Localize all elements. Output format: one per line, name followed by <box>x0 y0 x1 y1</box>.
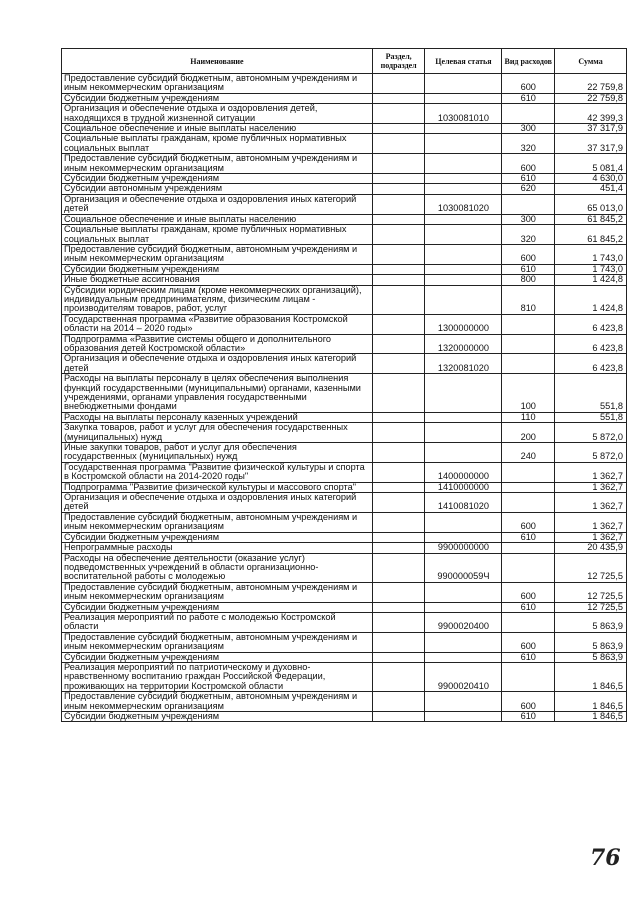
cell-name: Организация и обеспечение отдыха и оздоровления иных категорий детей <box>62 194 373 214</box>
cell-article <box>425 124 502 134</box>
table-row <box>62 174 627 184</box>
cell-sum: 551,8 <box>555 412 627 422</box>
cell-article <box>425 602 502 612</box>
cell-name: Предоставление субсидий бюджетным, автономным учреждениям и иным некоммерческим организациям <box>62 692 373 712</box>
cell-kind: 320 <box>502 225 555 245</box>
cell-article <box>425 582 502 602</box>
cell-name: Иные бюджетные ассигнования <box>62 275 373 285</box>
cell-sum: 61 845,2 <box>555 225 627 245</box>
cell-name: Расходы на выплаты персоналу казенных учреждений <box>62 412 373 422</box>
cell-name: Организация и обеспечение отдыха и оздоровления детей, находящихся в трудной жизненной ситуации <box>62 104 373 124</box>
cell-name: Субсидии бюджетным учреждениям <box>62 93 373 103</box>
cell-section <box>372 314 425 334</box>
table-row <box>62 512 627 532</box>
cell-sum: 1 362,7 <box>555 512 627 532</box>
header-kind: Вид расходов <box>502 49 555 74</box>
cell-sum: 1 846,5 <box>555 662 627 691</box>
cell-article <box>425 412 502 422</box>
cell-name: Государственная программа "Развитие физической культуры и спорта в Костромской области на 2014-2020 годы" <box>62 462 373 482</box>
cell-kind <box>502 462 555 482</box>
cell-sum: 1 846,5 <box>555 692 627 712</box>
cell-section <box>372 482 425 492</box>
table-body <box>62 74 627 722</box>
cell-name: Субсидии бюджетным учреждениям <box>62 712 373 722</box>
cell-sum: 1 362,7 <box>555 532 627 542</box>
cell-kind: 600 <box>502 74 555 94</box>
cell-article: 1410081020 <box>425 493 502 513</box>
cell-section <box>372 612 425 632</box>
cell-section <box>372 104 425 124</box>
cell-section <box>372 543 425 553</box>
cell-kind: 100 <box>502 374 555 413</box>
cell-section <box>372 244 425 264</box>
cell-sum: 6 423,8 <box>555 334 627 354</box>
table-row <box>62 74 627 94</box>
cell-article <box>425 244 502 264</box>
cell-article <box>425 264 502 274</box>
cell-kind: 600 <box>502 632 555 652</box>
cell-kind: 600 <box>502 154 555 174</box>
cell-name: Предоставление субсидий бюджетным, автономным учреждениям и иным некоммерческим организациям <box>62 582 373 602</box>
cell-kind: 620 <box>502 184 555 194</box>
cell-kind <box>502 194 555 214</box>
cell-sum: 22 759,8 <box>555 93 627 103</box>
cell-sum: 1 424,8 <box>555 275 627 285</box>
cell-section <box>372 512 425 532</box>
table-row <box>62 443 627 463</box>
cell-section <box>372 493 425 513</box>
cell-article <box>425 632 502 652</box>
table-row <box>62 612 627 632</box>
cell-kind: 610 <box>502 174 555 184</box>
cell-kind: 110 <box>502 412 555 422</box>
cell-article: 1030081020 <box>425 194 502 214</box>
table-row <box>62 334 627 354</box>
cell-name: Государственная программа «Развитие образования Костромской области на 2014 – 2020 годы» <box>62 314 373 334</box>
cell-section <box>372 692 425 712</box>
cell-sum: 5 872,0 <box>555 443 627 463</box>
cell-sum: 37 317,9 <box>555 124 627 134</box>
cell-kind: 320 <box>502 134 555 154</box>
cell-kind: 300 <box>502 214 555 224</box>
table-header-row <box>62 49 627 74</box>
cell-sum: 5 863,9 <box>555 612 627 632</box>
cell-kind <box>502 493 555 513</box>
cell-kind <box>502 314 555 334</box>
cell-article <box>425 184 502 194</box>
cell-sum: 6 423,8 <box>555 354 627 374</box>
cell-section <box>372 285 425 314</box>
cell-sum: 61 845,2 <box>555 214 627 224</box>
cell-article <box>425 423 502 443</box>
budget-table <box>61 48 627 722</box>
table-row <box>62 184 627 194</box>
cell-article <box>425 174 502 184</box>
cell-section <box>372 264 425 274</box>
cell-name: Подпрограмма «Развитие системы общего и дополнительного образования детей Костромской области» <box>62 334 373 354</box>
cell-sum: 5 863,9 <box>555 652 627 662</box>
cell-kind <box>502 553 555 582</box>
table-row <box>62 264 627 274</box>
header-section: Раздел, подраздел <box>372 49 425 74</box>
cell-section <box>372 214 425 224</box>
cell-section <box>372 423 425 443</box>
cell-section <box>372 553 425 582</box>
cell-section <box>372 374 425 413</box>
cell-name: Субсидии юридическим лицам (кроме некоммерческих организаций), индивидуальным предпринимателям, физическим лицам - производителям товаров, работ, услуг <box>62 285 373 314</box>
table-row <box>62 532 627 542</box>
table-row <box>62 134 627 154</box>
cell-sum: 22 759,8 <box>555 74 627 94</box>
cell-name: Расходы на выплаты персоналу в целях обеспечения выполнения функций государственными (муниципальными) органами, казенными учреждениями, органами управления государственными внебюджетными фондами <box>62 374 373 413</box>
cell-sum: 5 081,4 <box>555 154 627 174</box>
cell-section <box>372 225 425 245</box>
cell-sum: 1 362,7 <box>555 493 627 513</box>
cell-name: Социальное обеспечение и иные выплаты населению <box>62 124 373 134</box>
table-row <box>62 423 627 443</box>
cell-kind: 610 <box>502 652 555 662</box>
cell-name: Субсидии бюджетным учреждениям <box>62 174 373 184</box>
cell-sum: 1 743,0 <box>555 244 627 264</box>
cell-name: Субсидии бюджетным учреждениям <box>62 602 373 612</box>
cell-kind: 610 <box>502 93 555 103</box>
cell-section <box>372 602 425 612</box>
cell-section <box>372 532 425 542</box>
cell-article: 990000059Ч <box>425 553 502 582</box>
table-row <box>62 652 627 662</box>
cell-article <box>425 374 502 413</box>
cell-section <box>372 275 425 285</box>
cell-sum: 12 725,5 <box>555 602 627 612</box>
cell-kind: 600 <box>502 582 555 602</box>
cell-sum: 5 863,9 <box>555 632 627 652</box>
cell-article <box>425 652 502 662</box>
cell-kind: 300 <box>502 124 555 134</box>
cell-article <box>425 692 502 712</box>
cell-section <box>372 443 425 463</box>
cell-section <box>372 124 425 134</box>
page-number: 76 <box>590 845 621 871</box>
cell-section <box>372 632 425 652</box>
cell-kind <box>502 354 555 374</box>
table-row <box>62 154 627 174</box>
cell-section <box>372 412 425 422</box>
table-row <box>62 214 627 224</box>
cell-article: 1030081010 <box>425 104 502 124</box>
cell-kind: 240 <box>502 443 555 463</box>
cell-kind: 200 <box>502 423 555 443</box>
table-row <box>62 194 627 214</box>
cell-article: 1400000000 <box>425 462 502 482</box>
cell-sum: 1 424,8 <box>555 285 627 314</box>
cell-sum: 6 423,8 <box>555 314 627 334</box>
cell-kind: 610 <box>502 264 555 274</box>
cell-article <box>425 532 502 542</box>
cell-section <box>372 582 425 602</box>
cell-kind: 800 <box>502 275 555 285</box>
cell-name: Предоставление субсидий бюджетным, автономным учреждениям и иным некоммерческим организациям <box>62 512 373 532</box>
cell-sum: 1 362,7 <box>555 482 627 492</box>
table-row <box>62 553 627 582</box>
table-row <box>62 602 627 612</box>
cell-section <box>372 462 425 482</box>
cell-section <box>372 712 425 722</box>
cell-kind <box>502 482 555 492</box>
cell-name: Предоставление субсидий бюджетным, автономным учреждениям и иным некоммерческим организациям <box>62 244 373 264</box>
cell-article <box>425 93 502 103</box>
table-row <box>62 285 627 314</box>
cell-name: Подпрограмма "Развитие физической культуры и массового спорта" <box>62 482 373 492</box>
cell-name: Социальные выплаты гражданам, кроме публичных нормативных социальных выплат <box>62 134 373 154</box>
cell-section <box>372 154 425 174</box>
cell-sum: 551,8 <box>555 374 627 413</box>
cell-name: Непрограммные расходы <box>62 543 373 553</box>
cell-article: 1410000000 <box>425 482 502 492</box>
cell-section <box>372 662 425 691</box>
cell-kind: 610 <box>502 532 555 542</box>
cell-kind <box>502 334 555 354</box>
table-row <box>62 104 627 124</box>
table-row <box>62 244 627 264</box>
cell-kind <box>502 612 555 632</box>
table-row <box>62 493 627 513</box>
cell-article <box>425 285 502 314</box>
table-row <box>62 662 627 691</box>
cell-name: Субсидии бюджетным учреждениям <box>62 652 373 662</box>
cell-article: 9900020400 <box>425 612 502 632</box>
cell-name: Предоставление субсидий бюджетным, автономным учреждениям и иным некоммерческим организациям <box>62 74 373 94</box>
cell-kind: 600 <box>502 244 555 264</box>
cell-sum: 1 846,5 <box>555 712 627 722</box>
table-row <box>62 354 627 374</box>
cell-name: Предоставление субсидий бюджетным, автономным учреждениям и иным некоммерческим организациям <box>62 632 373 652</box>
cell-name: Предоставление субсидий бюджетным, автономным учреждениям и иным некоммерческим организациям <box>62 154 373 174</box>
table-row <box>62 374 627 413</box>
table-row <box>62 462 627 482</box>
cell-sum: 4 630,0 <box>555 174 627 184</box>
cell-article <box>425 512 502 532</box>
cell-sum: 12 725,5 <box>555 582 627 602</box>
cell-sum: 12 725,5 <box>555 553 627 582</box>
cell-article <box>425 214 502 224</box>
cell-sum: 451,4 <box>555 184 627 194</box>
table-row <box>62 543 627 553</box>
cell-section <box>372 184 425 194</box>
table-row <box>62 225 627 245</box>
cell-section <box>372 174 425 184</box>
cell-kind <box>502 543 555 553</box>
cell-sum: 42 399,3 <box>555 104 627 124</box>
cell-sum: 5 872,0 <box>555 423 627 443</box>
cell-section <box>372 354 425 374</box>
table-row <box>62 632 627 652</box>
table-row <box>62 275 627 285</box>
cell-sum: 20 435,9 <box>555 543 627 553</box>
cell-name: Субсидии бюджетным учреждениям <box>62 532 373 542</box>
cell-article: 9900020410 <box>425 662 502 691</box>
cell-article <box>425 443 502 463</box>
cell-name: Реализация мероприятий по патриотическому и духовно-нравственному воспитанию граждан Российской Федерации, проживающих на территории Костромской области <box>62 662 373 691</box>
cell-article <box>425 225 502 245</box>
cell-section <box>372 334 425 354</box>
cell-kind: 610 <box>502 712 555 722</box>
table-row <box>62 314 627 334</box>
header-article: Целевая статья <box>425 49 502 74</box>
table-row <box>62 482 627 492</box>
cell-sum: 37 317,9 <box>555 134 627 154</box>
cell-kind: 810 <box>502 285 555 314</box>
cell-name: Организация и обеспечение отдыха и оздоровления иных категорий детей <box>62 493 373 513</box>
table-row <box>62 712 627 722</box>
cell-section <box>372 134 425 154</box>
cell-kind <box>502 662 555 691</box>
cell-kind: 600 <box>502 692 555 712</box>
header-name: Наименование <box>62 49 373 74</box>
table-row <box>62 93 627 103</box>
cell-article <box>425 74 502 94</box>
cell-name: Реализация мероприятий по работе с молодежью Костромской области <box>62 612 373 632</box>
cell-kind: 600 <box>502 512 555 532</box>
header-sum: Сумма <box>555 49 627 74</box>
cell-name: Организация и обеспечение отдыха и оздоровления иных категорий детей <box>62 354 373 374</box>
cell-article <box>425 712 502 722</box>
cell-article: 9900000000 <box>425 543 502 553</box>
cell-sum: 1 362,7 <box>555 462 627 482</box>
cell-article <box>425 154 502 174</box>
cell-name: Субсидии автономным учреждениям <box>62 184 373 194</box>
cell-name: Субсидии бюджетным учреждениям <box>62 264 373 274</box>
cell-name: Иные закупки товаров, работ и услуг для обеспечения государственных (муниципальных) нужд <box>62 443 373 463</box>
cell-article: 1320000000 <box>425 334 502 354</box>
table-row <box>62 124 627 134</box>
table-row <box>62 582 627 602</box>
table-row <box>62 692 627 712</box>
cell-kind <box>502 104 555 124</box>
cell-section <box>372 194 425 214</box>
cell-article <box>425 134 502 154</box>
table-row <box>62 412 627 422</box>
cell-article: 1320081020 <box>425 354 502 374</box>
cell-kind: 610 <box>502 602 555 612</box>
cell-section <box>372 93 425 103</box>
cell-name: Социальные выплаты гражданам, кроме публичных нормативных социальных выплат <box>62 225 373 245</box>
cell-article: 1300000000 <box>425 314 502 334</box>
cell-name: Расходы на обеспечение деятельности (оказание услуг) подведомственных учреждений в области организационно-воспитательной работы с молодежью <box>62 553 373 582</box>
cell-sum: 1 743,0 <box>555 264 627 274</box>
cell-name: Социальное обеспечение и иные выплаты населению <box>62 214 373 224</box>
cell-section <box>372 652 425 662</box>
cell-article <box>425 275 502 285</box>
cell-name: Закупка товаров, работ и услуг для обеспечения государственных (муниципальных) нужд <box>62 423 373 443</box>
cell-sum: 65 013,0 <box>555 194 627 214</box>
cell-section <box>372 74 425 94</box>
